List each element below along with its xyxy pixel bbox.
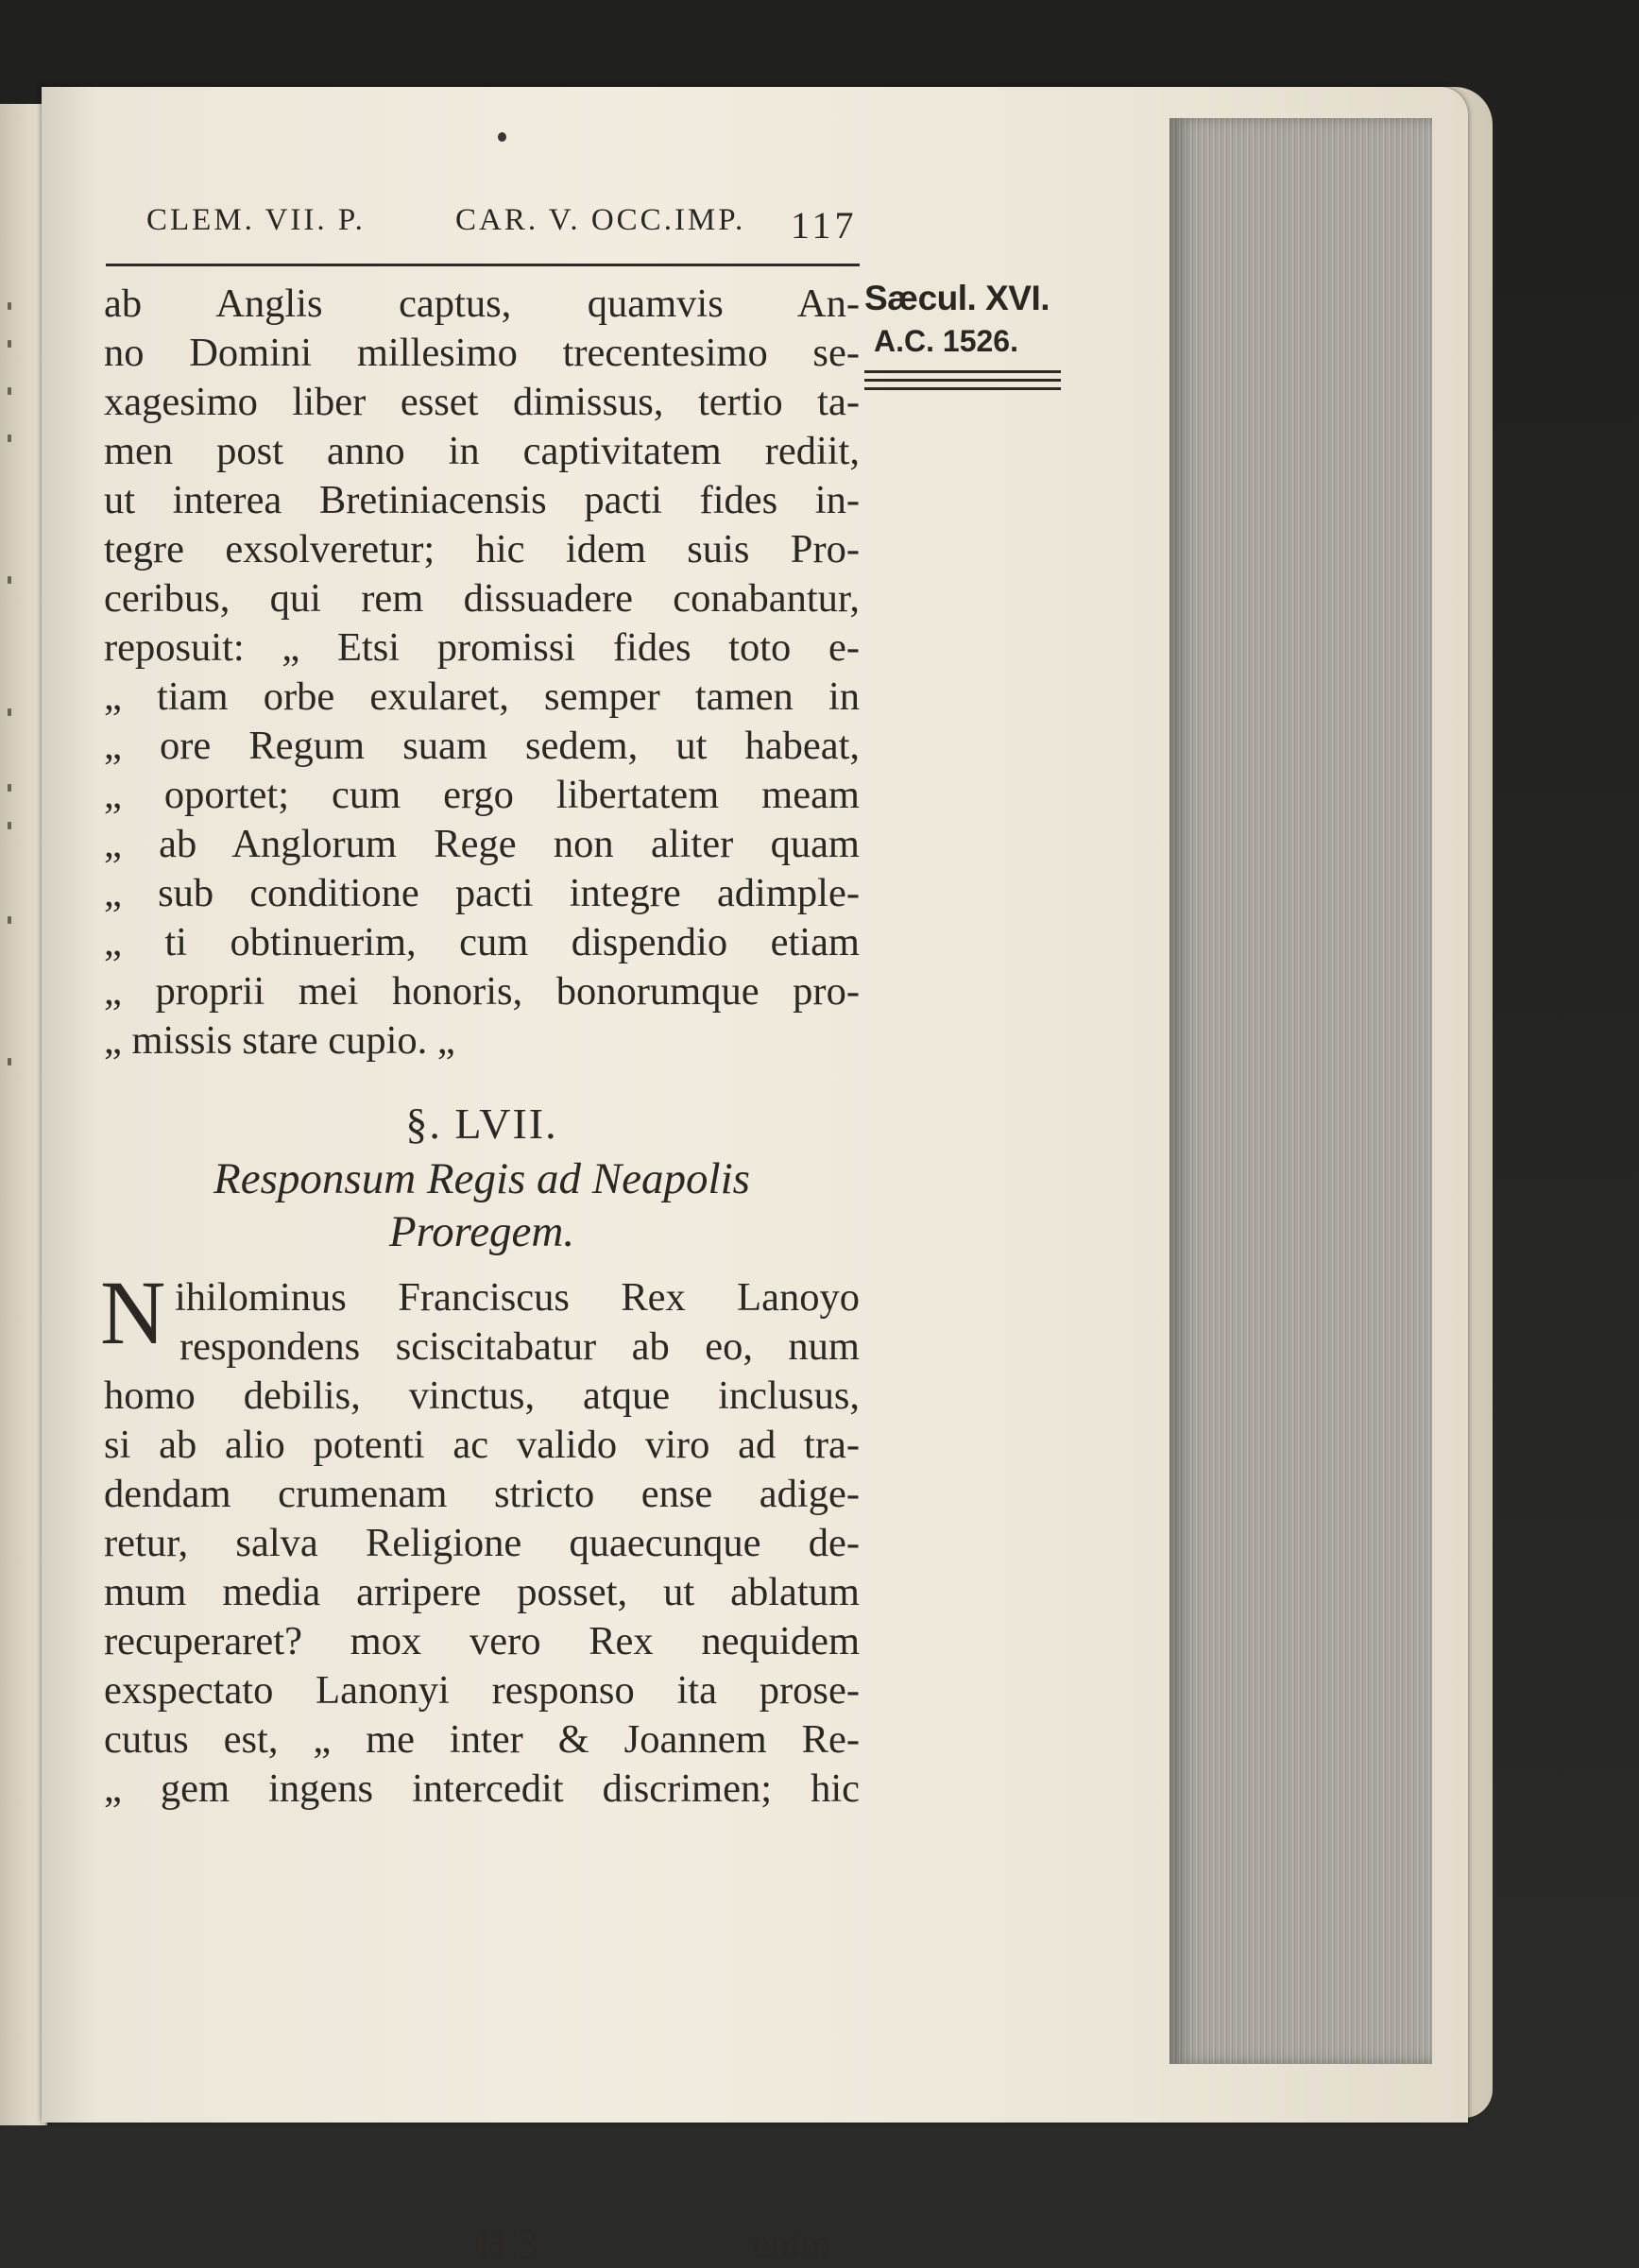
section-number: §. LVII. — [405, 1100, 558, 1148]
paragraph-line: si ab alio potenti ac valido viro ad tra- — [104, 1423, 860, 1467]
header-middle: CAR. V. OCC.IMP. — [455, 203, 746, 237]
body-line: tegre exsolveretur; hic idem suis Pro- — [104, 527, 860, 571]
section-heading-line1: Responsum Regis ad Neapolis — [213, 1154, 750, 1203]
body-line: „ tiam orbe exularet, semper tamen in — [104, 674, 860, 719]
paragraph-line: retur, salva Religione quaecunque de- — [104, 1521, 860, 1565]
margin-note — [864, 279, 1072, 359]
body-line: ut interea Bretiniacensis pacti fides in- — [104, 478, 860, 522]
previous-page-edge — [0, 104, 47, 2125]
body-line: „ ti obtinuerim, cum dispendio etiam — [104, 920, 860, 964]
body-line: „ proprii mei honoris, bonorumque pro- — [104, 969, 860, 1014]
signature-mark: H 3 — [477, 2221, 538, 2267]
body-line: „ missis stare cupio. „ — [104, 1018, 455, 1063]
drop-cap: N — [100, 1262, 166, 1363]
page-number: 117 — [791, 204, 858, 247]
paragraph-line: respondens sciscitabatur ab eo, num — [179, 1324, 860, 1369]
paragraph-line: homo debilis, vinctus, atque inclusus, — [104, 1373, 860, 1418]
running-header — [104, 203, 860, 250]
page-block-edges — [1169, 118, 1432, 2064]
body-line: „ sub conditione pacti integre adimple- — [104, 871, 860, 915]
body-line: „ oportet; cum ergo libertatem meam — [104, 773, 860, 817]
paragraph-line: exspectato Lanonyi responso ita prose- — [104, 1668, 860, 1713]
body-line: „ ore Regum suam sedem, ut habeat, — [104, 724, 860, 768]
header-rule — [106, 264, 860, 266]
margin-rule-3 — [864, 387, 1061, 390]
paragraph-line: „ gem ingens intercedit discrimen; hic — [104, 1766, 860, 1811]
margin-note-year: A.C. 1526. — [874, 324, 1018, 358]
body-line: no Domini millesimo trecentesimo se- — [104, 331, 860, 375]
paragraph-line: ihilominus Franciscus Rex Lanoyo — [175, 1275, 860, 1320]
body-line: xagesimo liber esset dimissus, tertio ta- — [104, 380, 860, 424]
body-line: ceribus, qui rem dissuadere conabantur, — [104, 576, 860, 621]
paragraph-line: recuperaret? mox vero Rex nequidem — [104, 1619, 860, 1663]
body-line: ab Anglis captus, quamvis An- — [104, 281, 860, 326]
margin-rule-1 — [864, 370, 1061, 373]
section-heading-line2: Proregem. — [388, 1207, 575, 1256]
paragraph-line: mum media arripere posset, ut ablatum — [104, 1570, 860, 1614]
header-left: CLEM. VII. P. — [146, 203, 366, 237]
margin-note-century: Sæcul. XVI. — [864, 279, 1050, 317]
paragraph-line: cutus est, „ me inter & Joannem Re- — [104, 1717, 860, 1762]
catchword: enim — [752, 2223, 831, 2266]
body-line: „ ab Anglorum Rege non aliter quam — [104, 822, 860, 866]
margin-rule-2 — [864, 379, 1061, 382]
body-line: reposuit: „ Etsi promissi fides toto e- — [104, 625, 860, 670]
ink-spot — [498, 132, 506, 142]
body-line: men post anno in captivitatem rediit, — [104, 429, 860, 473]
paragraph-line: dendam crumenam stricto ense adige- — [104, 1472, 860, 1516]
